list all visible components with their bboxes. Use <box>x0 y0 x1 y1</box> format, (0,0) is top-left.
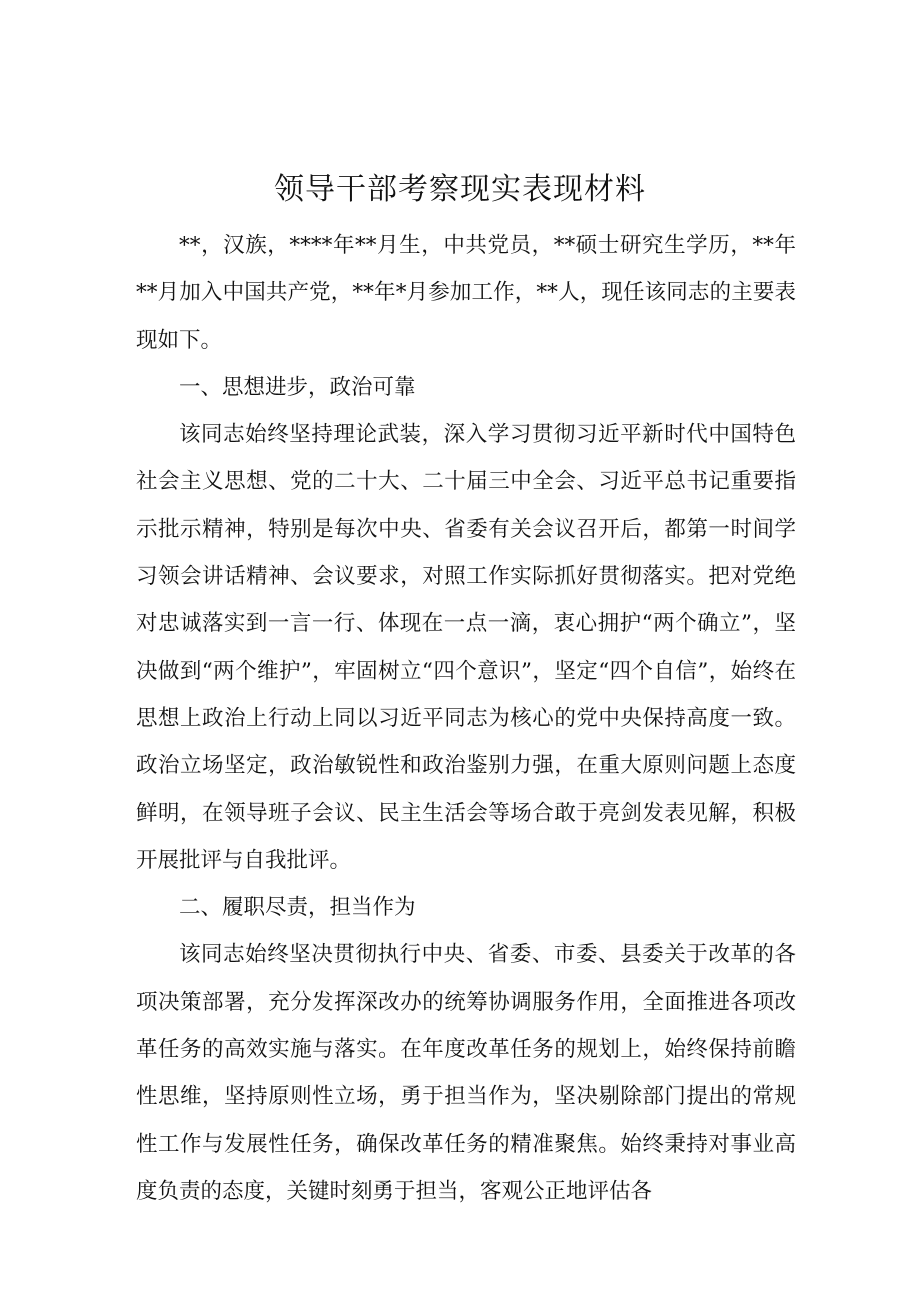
section-paragraph-2: 该同志始终坚决贯彻执行中央、省委、市委、县委关于改革的各项决策部署，充分发挥深改办的统筹协调服务作用，全面推进各项改革任务的高效实施与落实。在年度改革任务的规划上，始终保持前瞻性思维，坚持原则性立场，勇于担当作为，坚决剔除部门提出的常规性工作与发展性任务，确保改革任务的精准聚焦。始终秉持对事业高度负责的态度，关键时刻勇于担当，客观公正地评估各 <box>136 942 796 1204</box>
intro-paragraph: **，汉族，****年**月生，中共党员，**硕士研究生学历，**年**月加入中国共产党，**年*月参加工作，**人，现任该同志的主要表现如下。 <box>136 233 796 353</box>
document-title: 领导干部考察现实表现材料 <box>274 172 646 207</box>
section-paragraph-1: 该同志始终坚持理论武装，深入学习贯彻习近平新时代中国特色社会主义思想、党的二十大、二十届三中全会、习近平总书记重要指示批示精神，特别是每次中央、省委有关会议召开后，都第一时间学习领会讲话精神、会议要求，对照工作实际抓好贯彻落实。把对党绝对忠诚落实到一言一行、体现在一点一滴，衷心拥护“两个确立”，坚决做到“两个维护”，牢固树立“四个意识”，坚定“四个自信”，始终在思想上政治上行动上同以习近平同志为核心的党中央保持高度一致。政治立场坚定，政治敏锐性和政治鉴别力强，在重大原则问题上态度鲜明，在领导班子会议、民主生活会等场合敢于亮剑发表见解，积极开展批评与自我批评。 <box>136 422 796 873</box>
section-heading-1: 一、思想进步，政治可靠 <box>179 374 416 400</box>
document-body <box>136 222 796 1215</box>
section-heading-2: 二、履职尽责，担当作为 <box>179 895 416 921</box>
